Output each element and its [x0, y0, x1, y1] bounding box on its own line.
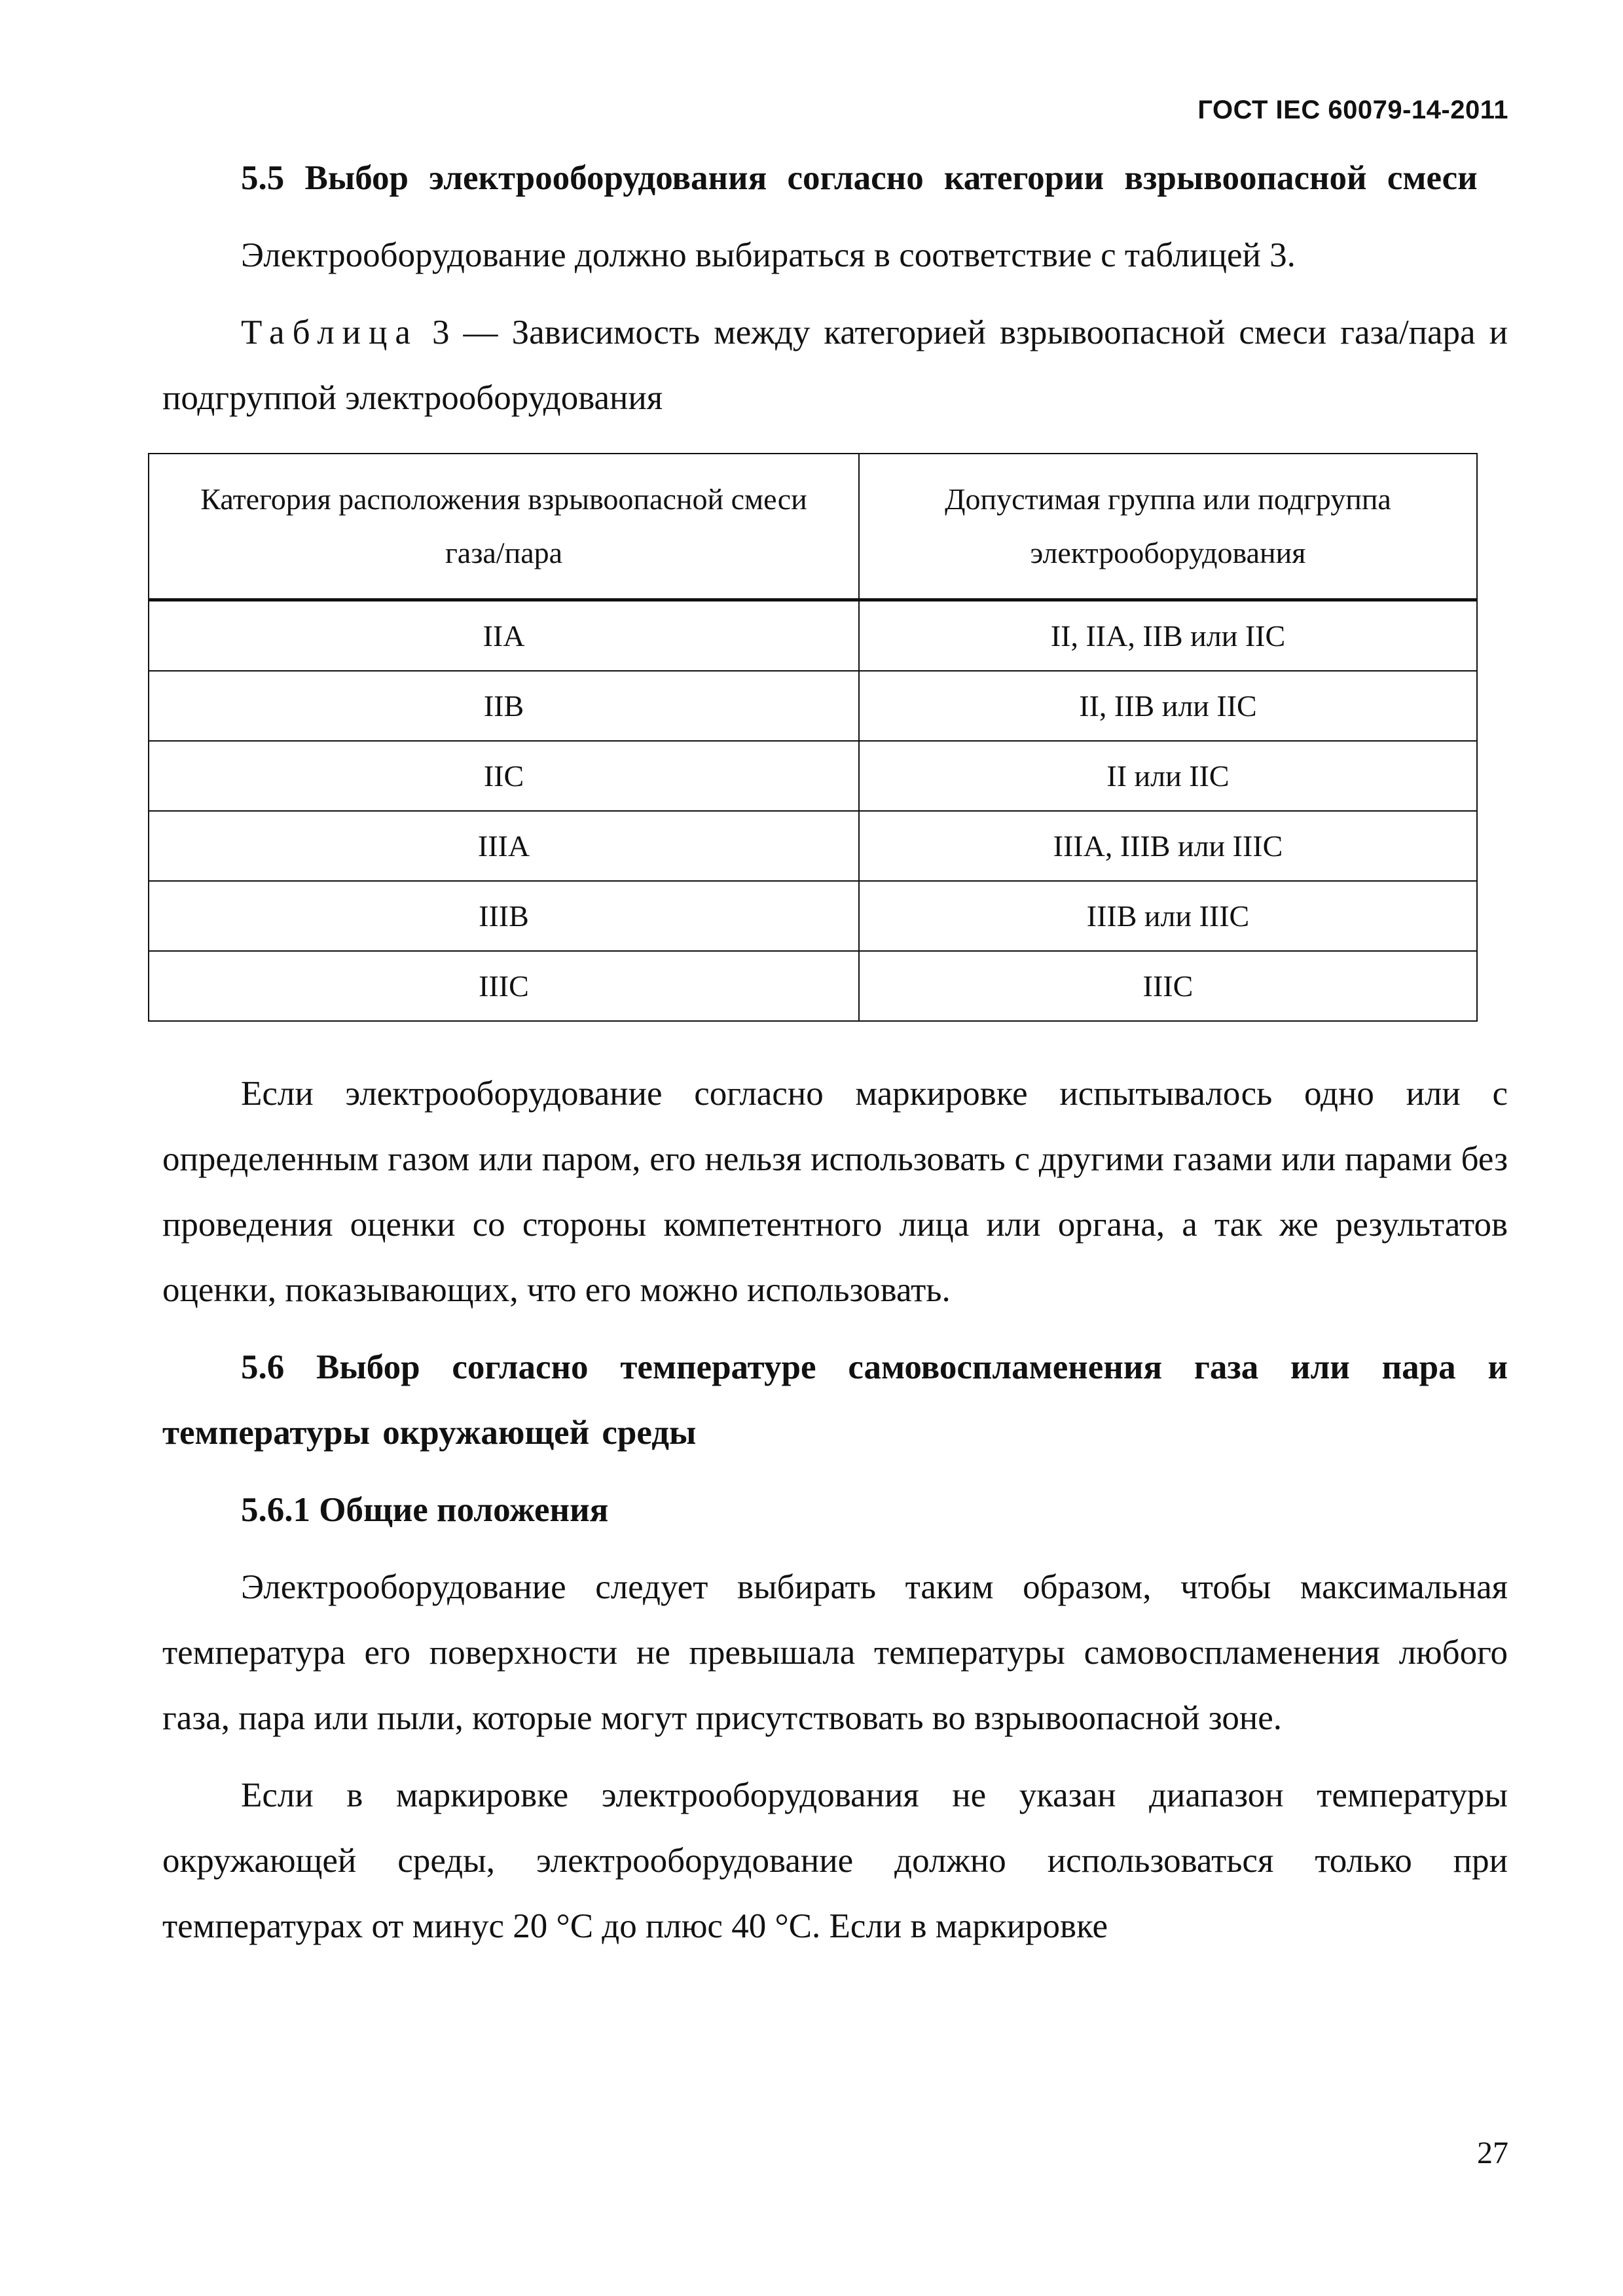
section-5-6-1-paragraph-1: Электрооборудование следует выбирать таким образом, чтобы максимальная температура его поверхности не превышала температуры самовоспламенения любого газа, пара или пыли, которые могут присутствовать во взрывоопасной зоне. [162, 1568, 1508, 1737]
section-5-6-1-heading: 5.6.1 Общие положения [241, 1491, 609, 1529]
table-cell-group: IIIA, IIIB или IIIC [859, 811, 1477, 881]
table-row [149, 881, 1477, 951]
section-5-5-intro: Электрооборудование должно выбираться в соответствие с таблицей 3. [241, 236, 1296, 274]
table-label: Таблица [241, 314, 418, 351]
standard-code: ГОСТ IEC 60079-14-2011 [1197, 96, 1508, 124]
table-row [149, 811, 1477, 881]
table-header-group: Допустимая группа или подгруппа электрооборудования [859, 454, 1477, 600]
table-cell-group: II или IIC [859, 741, 1477, 811]
after-table-paragraph: Если электрооборудование согласно маркировке испытывалось одно или с определенным газом или паром, его нельзя использовать с другими газами или парами без проведения оценки со стороны компетентного лица или органа, а так же результатов оценки, показывающих, что его можно использовать. [162, 1075, 1508, 1309]
table-cell-category: IIIB [149, 881, 859, 951]
section-5-5-heading: 5.5 Выбор электрооборудования согласно категории взрывоопасной смеси [241, 159, 1478, 197]
table-header-row [149, 454, 1477, 600]
table-cell-group: II, IIA, IIB или IIC [859, 600, 1477, 672]
page-number: 27 [1477, 2136, 1508, 2170]
table-cell-category: IIC [149, 741, 859, 811]
table-cell-group: IIIC [859, 951, 1477, 1021]
table-caption-text: 3 — Зависимость между категорией взрывоопасной смеси газа/пара и подгруппой электрооборудования [162, 314, 1508, 417]
table-caption [162, 300, 1508, 431]
table-cell-category: IIIA [149, 811, 859, 881]
table-cell-group: IIIB или IIIC [859, 881, 1477, 951]
table-row [149, 741, 1477, 811]
table-row [149, 671, 1477, 741]
table-cell-category: IIA [149, 600, 859, 672]
page-content [162, 145, 1508, 1959]
section-5-6-heading: 5.6 Выбор согласно температуре самовоспламенения газа или пара и температуры окружающей среды [162, 1348, 1508, 1452]
table-row [149, 600, 1477, 672]
table-cell-group: II, IIB или IIC [859, 671, 1477, 741]
table-cell-category: IIB [149, 671, 859, 741]
table-row [149, 951, 1477, 1021]
section-5-6-1-paragraph-2: Если в маркировке электрооборудования не указан диапазон температуры окружающей среды, электрооборудование должно использоваться только при температурах от минус 20 °С до плюс 40 °С. Если в маркировке [162, 1776, 1508, 1945]
table-3 [148, 453, 1478, 1022]
table-header-category: Категория расположения взрывоопасной смеси газа/пара [149, 454, 859, 600]
table-cell-category: IIIC [149, 951, 859, 1021]
